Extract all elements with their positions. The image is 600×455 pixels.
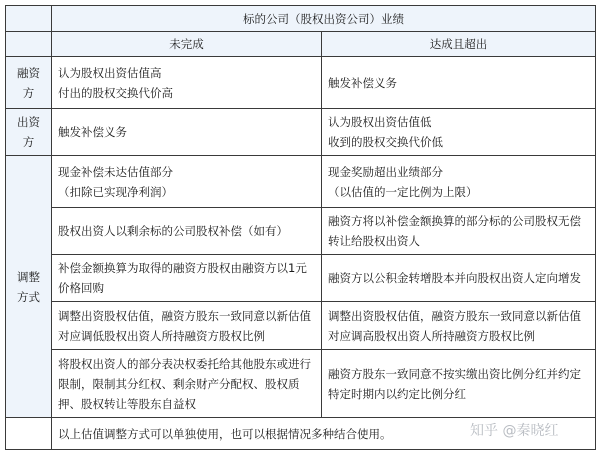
row-investing-party [6, 109, 596, 156]
title-row [6, 6, 596, 32]
watermark: 知乎 @秦晓红 [470, 423, 559, 439]
cell-line: （以估值的一定比例为上限） [328, 184, 478, 199]
table-footnote: 以上估值调整方式可以单独使用，也可以根据情况多种结合使用。 [52, 418, 596, 450]
cell-text: 融资方以公积金转增股本并向股权出资人定向增发 [328, 271, 581, 285]
table-cell [52, 302, 322, 350]
cell-line: 付出的股权交换代价高 [58, 85, 173, 100]
cell-text: 调整出资股权估值，融资方股东一致同意以新估值对应调低股权出资人所持融资方股权比例 [58, 308, 311, 343]
cell-line: 现金奖励超出业绩部分 [328, 164, 443, 179]
cell-line: 收到的股权交换代价低 [328, 135, 443, 149]
adjustment-row [6, 302, 596, 350]
table-cell [52, 57, 322, 109]
corner-cell [6, 32, 52, 57]
cell-line: （扣除已实现净利润） [58, 184, 173, 199]
table-cell [322, 350, 596, 418]
table-cell [322, 109, 596, 156]
adjustment-row [6, 350, 596, 418]
group-label-line: 方式 [17, 289, 40, 304]
cell-text: 将股权出资人的部分表决权委托给其他股东或进行限制，限制其分红权、剩余财产分配权、股权质押、股权转让等股东自益权 [58, 356, 311, 411]
table-cell [52, 109, 322, 156]
table-cell [322, 156, 596, 208]
adjustment-row [6, 208, 596, 255]
row-label-financing-party [6, 57, 52, 109]
table-cell [52, 255, 322, 302]
cell-text: 融资方股东一致同意不按实缴出资比例分红并约定特定时期内以约定比例分红 [328, 366, 581, 401]
cell-text: 调整出资股权估值，融资方股东一致同意以新估值对应调高股权出资人所持融资方股权比例 [328, 308, 581, 343]
cell-line: 认为股权出资估值高 [58, 65, 162, 80]
cell-line: 触发补偿义务 [328, 75, 397, 90]
table-cell [322, 255, 596, 302]
row-label-line: 融资 [17, 65, 40, 80]
row-label-investing-party [6, 109, 52, 156]
row-label-line: 方 [22, 85, 35, 100]
col-header-incomplete: 未完成 [52, 32, 322, 57]
valuation-adjustment-table [5, 5, 596, 450]
table-cell [322, 57, 596, 109]
cell-text: 股权出资人以剩余标的公司股权补偿（如有） [58, 224, 288, 238]
adjustment-row [6, 156, 596, 208]
table-cell [322, 208, 596, 255]
footnote-spacer [6, 418, 52, 450]
row-label-line: 出资 [17, 115, 40, 129]
row-financing-party [6, 57, 596, 109]
table-cell [322, 302, 596, 350]
column-header-row [6, 32, 596, 57]
group-label-adjustment-method [6, 156, 52, 418]
row-label-line: 方 [22, 135, 35, 149]
cell-line: 触发补偿义务 [58, 125, 127, 139]
table-cell [52, 156, 322, 208]
table-cell [52, 350, 322, 418]
cell-line: 现金补偿未达估值部分 [58, 164, 173, 179]
cell-text: 补偿金额换算为取得的融资方股权由融资方以1元价格回购 [58, 261, 307, 295]
col-header-exceeded: 达成且超出 [322, 32, 596, 57]
cell-text: 融资方将以补偿金额换算的部分标的公司股权无偿转让给股权出资人 [328, 214, 581, 248]
corner-cell [6, 6, 52, 32]
adjustment-row [6, 255, 596, 302]
cell-line: 认为股权出资估值低 [328, 115, 432, 129]
table-title: 标的公司（股权出资公司）业绩 [52, 6, 596, 32]
group-label-line: 调整 [17, 269, 40, 284]
table-cell [52, 208, 322, 255]
